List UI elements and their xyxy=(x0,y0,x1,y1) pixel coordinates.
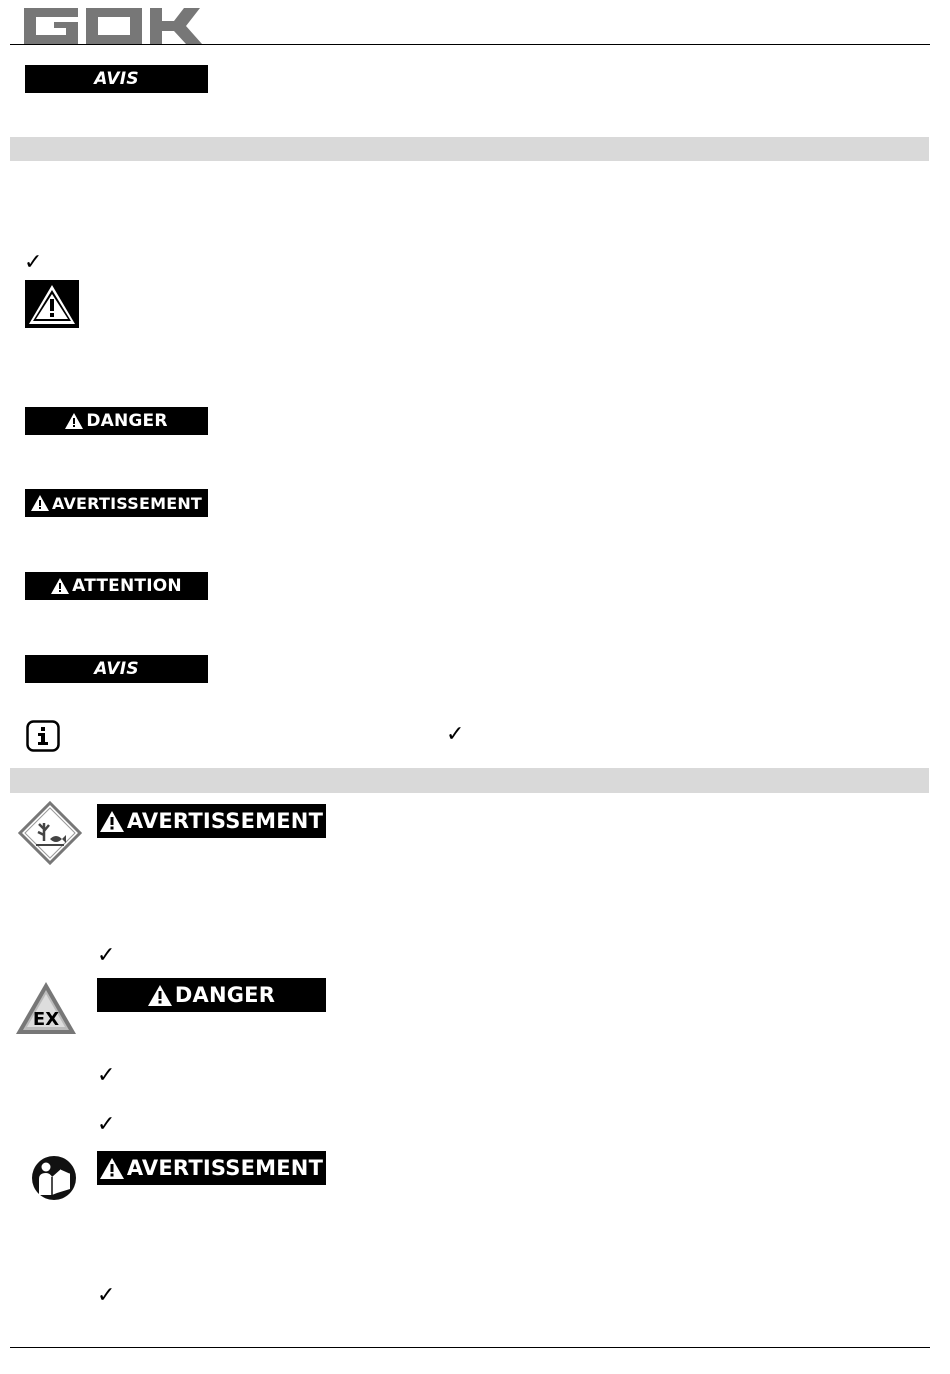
check-mark: ✓ xyxy=(97,1063,116,1088)
avertissement-label: AVERTISSEMENT xyxy=(97,1151,326,1185)
explosion-hazard-icon xyxy=(14,980,78,1036)
section-band xyxy=(10,768,929,793)
check-mark: ✓ xyxy=(446,722,465,747)
header-rule xyxy=(10,44,930,45)
check-mark: ✓ xyxy=(97,1283,116,1308)
check-mark: ✓ xyxy=(97,943,116,968)
warning-triangle-icon xyxy=(148,985,172,1006)
svg-text:EX: EX xyxy=(32,1009,60,1030)
attention-label: ATTENTION xyxy=(25,572,208,600)
avertissement-label: AVERTISSEMENT xyxy=(97,804,326,838)
warning-triangle-icon xyxy=(65,413,83,429)
avis-label: AVIS xyxy=(25,655,208,683)
read-manual-icon xyxy=(31,1155,77,1201)
warning-triangle-icon xyxy=(31,495,49,511)
warning-triangle-icon xyxy=(25,280,79,328)
environment-hazard-icon xyxy=(18,801,82,865)
avertissement-label: AVERTISSEMENT xyxy=(25,489,208,517)
warning-triangle-icon xyxy=(100,1158,124,1179)
check-mark: ✓ xyxy=(97,1112,116,1137)
info-icon xyxy=(26,720,60,752)
check-mark: ✓ xyxy=(24,250,43,275)
avis-label: AVIS xyxy=(25,65,208,93)
warning-triangle-icon xyxy=(51,578,69,594)
gok-logo-icon xyxy=(24,8,202,44)
footer-rule xyxy=(10,1347,930,1348)
section-band xyxy=(10,137,929,161)
danger-label: DANGER xyxy=(25,407,208,435)
danger-label: DANGER xyxy=(97,978,326,1012)
warning-triangle-icon xyxy=(100,811,124,832)
